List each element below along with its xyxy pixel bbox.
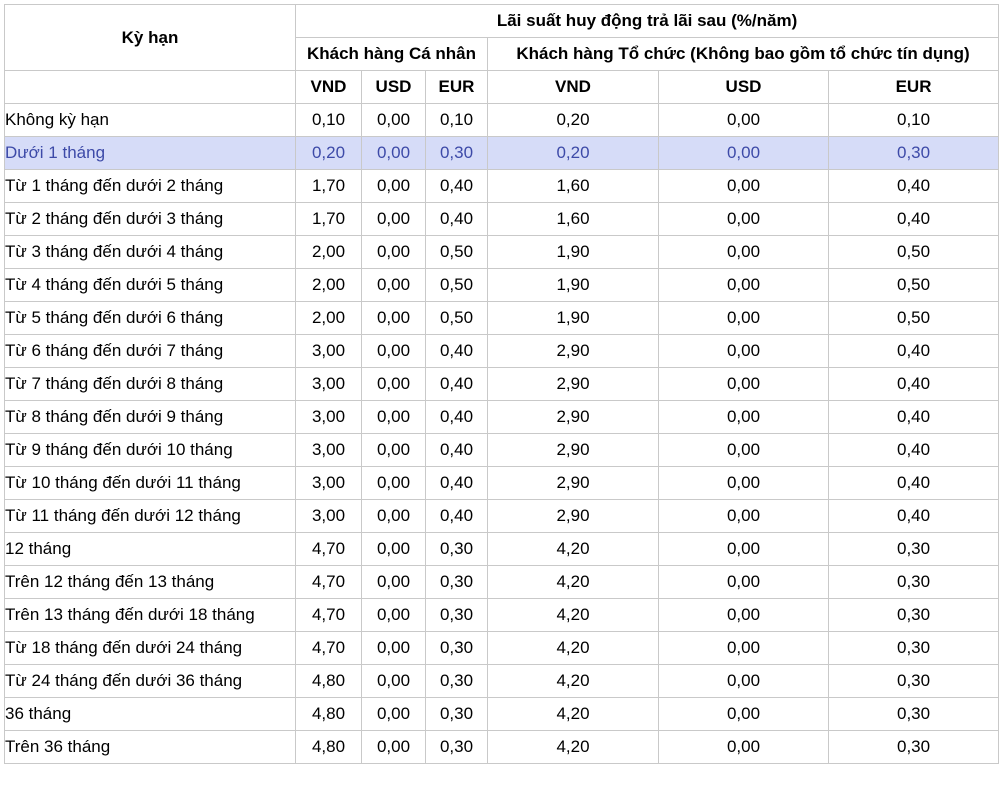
table-row xyxy=(5,170,999,203)
term-cell: 36 tháng xyxy=(5,698,296,731)
table-row xyxy=(5,434,999,467)
rate-cell: 0,10 xyxy=(296,104,362,137)
table-row xyxy=(5,203,999,236)
rate-cell: 4,70 xyxy=(296,632,362,665)
table-row xyxy=(5,533,999,566)
rate-cell: 4,20 xyxy=(488,665,659,698)
rate-cell: 0,00 xyxy=(659,401,829,434)
rate-cell: 0,50 xyxy=(426,269,488,302)
rate-cell: 0,00 xyxy=(362,566,426,599)
rate-cell: 0,30 xyxy=(426,731,488,764)
rate-cell: 0,50 xyxy=(829,269,999,302)
table-row xyxy=(5,500,999,533)
term-cell: Từ 7 tháng đến dưới 8 tháng xyxy=(5,368,296,401)
term-cell: Trên 13 tháng đến dưới 18 tháng xyxy=(5,599,296,632)
rate-cell: 0,00 xyxy=(659,137,829,170)
rate-cell: 0,00 xyxy=(659,269,829,302)
rate-cell: 3,00 xyxy=(296,335,362,368)
rate-cell: 0,10 xyxy=(829,104,999,137)
rate-cell: 2,00 xyxy=(296,302,362,335)
rate-cell: 1,60 xyxy=(488,170,659,203)
rate-cell: 0,40 xyxy=(829,467,999,500)
table-row xyxy=(5,236,999,269)
rate-cell: 0,30 xyxy=(426,632,488,665)
rate-cell: 0,30 xyxy=(829,665,999,698)
rate-cell: 0,30 xyxy=(426,698,488,731)
currency-header: VND xyxy=(296,71,362,104)
rate-cell: 0,30 xyxy=(426,599,488,632)
rate-cell: 4,70 xyxy=(296,566,362,599)
term-cell: Từ 5 tháng đến dưới 6 tháng xyxy=(5,302,296,335)
currency-header-spacer xyxy=(5,71,296,104)
rate-cell: 4,80 xyxy=(296,698,362,731)
rate-cell: 0,00 xyxy=(659,632,829,665)
rate-main-header: Lãi suất huy động trả lãi sau (%/năm) xyxy=(296,5,999,38)
currency-header: USD xyxy=(362,71,426,104)
rate-cell: 1,90 xyxy=(488,269,659,302)
rate-cell: 0,00 xyxy=(362,203,426,236)
table-row xyxy=(5,566,999,599)
rate-cell: 0,00 xyxy=(659,698,829,731)
rate-cell: 0,40 xyxy=(829,500,999,533)
rate-cell: 0,20 xyxy=(296,137,362,170)
rate-cell: 3,00 xyxy=(296,368,362,401)
rate-cell: 4,20 xyxy=(488,533,659,566)
rate-cell: 0,30 xyxy=(829,632,999,665)
rate-cell: 0,00 xyxy=(362,269,426,302)
rate-cell: 0,00 xyxy=(362,467,426,500)
table-row xyxy=(5,137,999,170)
table-row xyxy=(5,599,999,632)
rate-cell: 0,00 xyxy=(362,302,426,335)
rate-cell: 0,50 xyxy=(426,302,488,335)
table-row xyxy=(5,401,999,434)
term-cell: Dưới 1 tháng xyxy=(5,137,296,170)
rate-cell: 0,00 xyxy=(362,500,426,533)
rate-cell: 0,00 xyxy=(659,731,829,764)
rate-cell: 2,90 xyxy=(488,500,659,533)
rate-cell: 0,20 xyxy=(488,104,659,137)
rate-cell: 1,70 xyxy=(296,170,362,203)
rate-cell: 0,00 xyxy=(659,599,829,632)
rate-cell: 0,00 xyxy=(659,533,829,566)
rate-cell: 0,30 xyxy=(426,137,488,170)
rate-cell: 0,00 xyxy=(362,698,426,731)
rate-cell: 1,60 xyxy=(488,203,659,236)
rate-cell: 0,00 xyxy=(362,665,426,698)
rate-cell: 0,00 xyxy=(659,665,829,698)
rate-cell: 0,40 xyxy=(426,500,488,533)
rate-cell: 0,00 xyxy=(362,104,426,137)
rate-cell: 0,30 xyxy=(829,137,999,170)
currency-header: EUR xyxy=(829,71,999,104)
term-cell: Trên 12 tháng đến 13 tháng xyxy=(5,566,296,599)
rate-cell: 0,00 xyxy=(362,170,426,203)
rate-cell: 2,00 xyxy=(296,269,362,302)
organization-customer-header: Khách hàng Tổ chức (Không bao gồm tổ chức tín dụng) xyxy=(488,38,999,71)
table-body xyxy=(5,104,999,764)
rate-cell: 0,40 xyxy=(426,170,488,203)
table-row xyxy=(5,665,999,698)
term-cell: Từ 1 tháng đến dưới 2 tháng xyxy=(5,170,296,203)
currency-header: VND xyxy=(488,71,659,104)
term-header: Kỳ hạn xyxy=(5,5,296,71)
rate-cell: 4,20 xyxy=(488,731,659,764)
rate-cell: 0,00 xyxy=(659,335,829,368)
rate-cell: 0,40 xyxy=(829,434,999,467)
interest-rate-table xyxy=(4,4,999,764)
rate-cell: 4,70 xyxy=(296,599,362,632)
rate-cell: 0,00 xyxy=(659,368,829,401)
term-cell: Từ 10 tháng đến dưới 11 tháng xyxy=(5,467,296,500)
term-cell: Từ 9 tháng đến dưới 10 tháng xyxy=(5,434,296,467)
term-cell: Từ 8 tháng đến dưới 9 tháng xyxy=(5,401,296,434)
term-cell: Trên 36 tháng xyxy=(5,731,296,764)
rate-cell: 1,90 xyxy=(488,236,659,269)
rate-cell: 2,90 xyxy=(488,368,659,401)
rate-cell: 0,00 xyxy=(659,236,829,269)
table-row xyxy=(5,731,999,764)
rate-cell: 2,90 xyxy=(488,467,659,500)
rate-cell: 0,00 xyxy=(659,467,829,500)
rate-cell: 0,00 xyxy=(659,203,829,236)
rate-cell: 0,40 xyxy=(426,368,488,401)
currency-header: EUR xyxy=(426,71,488,104)
rate-cell: 0,00 xyxy=(659,500,829,533)
rate-cell: 3,00 xyxy=(296,401,362,434)
rate-cell: 0,40 xyxy=(426,434,488,467)
table-header xyxy=(5,5,999,104)
rate-cell: 2,90 xyxy=(488,434,659,467)
term-cell: 12 tháng xyxy=(5,533,296,566)
rate-cell: 0,30 xyxy=(829,566,999,599)
rate-cell: 0,00 xyxy=(659,302,829,335)
rate-cell: 3,00 xyxy=(296,467,362,500)
rate-cell: 3,00 xyxy=(296,434,362,467)
rate-cell: 0,00 xyxy=(362,368,426,401)
rate-cell: 0,00 xyxy=(362,236,426,269)
rate-cell: 4,20 xyxy=(488,566,659,599)
term-cell: Từ 18 tháng đến dưới 24 tháng xyxy=(5,632,296,665)
rate-cell: 0,00 xyxy=(659,434,829,467)
rate-cell: 0,40 xyxy=(829,401,999,434)
rate-cell: 2,00 xyxy=(296,236,362,269)
rate-cell: 3,00 xyxy=(296,500,362,533)
term-cell: Từ 3 tháng đến dưới 4 tháng xyxy=(5,236,296,269)
rate-cell: 0,00 xyxy=(362,137,426,170)
rate-cell: 0,40 xyxy=(426,467,488,500)
rate-cell: 0,40 xyxy=(829,335,999,368)
rate-cell: 0,10 xyxy=(426,104,488,137)
rate-cell: 0,40 xyxy=(829,203,999,236)
table-row xyxy=(5,632,999,665)
rate-cell: 0,50 xyxy=(829,236,999,269)
rate-cell: 4,20 xyxy=(488,698,659,731)
table-row xyxy=(5,467,999,500)
rate-cell: 4,80 xyxy=(296,665,362,698)
currency-header-row xyxy=(5,71,999,104)
rate-cell: 0,00 xyxy=(362,401,426,434)
rate-cell: 0,20 xyxy=(488,137,659,170)
rate-cell: 4,70 xyxy=(296,533,362,566)
rate-cell: 1,90 xyxy=(488,302,659,335)
rate-cell: 0,00 xyxy=(362,632,426,665)
rate-cell: 0,00 xyxy=(362,731,426,764)
rate-cell: 0,40 xyxy=(426,203,488,236)
term-cell: Không kỳ hạn xyxy=(5,104,296,137)
rate-cell: 0,30 xyxy=(426,566,488,599)
term-cell: Từ 11 tháng đến dưới 12 tháng xyxy=(5,500,296,533)
rate-cell: 0,30 xyxy=(426,533,488,566)
rate-cell: 2,90 xyxy=(488,401,659,434)
currency-header: USD xyxy=(659,71,829,104)
table-row xyxy=(5,269,999,302)
rate-cell: 0,40 xyxy=(829,170,999,203)
rate-cell: 4,20 xyxy=(488,599,659,632)
term-cell: Từ 2 tháng đến dưới 3 tháng xyxy=(5,203,296,236)
rate-cell: 0,00 xyxy=(659,566,829,599)
rate-cell: 4,20 xyxy=(488,632,659,665)
rate-cell: 0,00 xyxy=(362,533,426,566)
table-row xyxy=(5,698,999,731)
term-cell: Từ 4 tháng đến dưới 5 tháng xyxy=(5,269,296,302)
rate-cell: 0,00 xyxy=(659,104,829,137)
rate-cell: 0,50 xyxy=(426,236,488,269)
table-row xyxy=(5,104,999,137)
rate-cell: 0,50 xyxy=(829,302,999,335)
rate-cell: 0,30 xyxy=(426,665,488,698)
rate-cell: 0,00 xyxy=(362,599,426,632)
rate-cell: 1,70 xyxy=(296,203,362,236)
table-row xyxy=(5,368,999,401)
clipped-text-fragment xyxy=(0,789,1000,793)
term-cell: Từ 24 tháng đến dưới 36 tháng xyxy=(5,665,296,698)
rate-cell: 0,30 xyxy=(829,533,999,566)
rate-cell: 0,30 xyxy=(829,731,999,764)
term-cell: Từ 6 tháng đến dưới 7 tháng xyxy=(5,335,296,368)
table-row xyxy=(5,335,999,368)
rate-cell: 0,40 xyxy=(426,335,488,368)
rate-cell: 0,00 xyxy=(659,170,829,203)
rate-cell: 0,40 xyxy=(426,401,488,434)
rate-cell: 0,00 xyxy=(362,434,426,467)
rate-cell: 4,80 xyxy=(296,731,362,764)
rate-cell: 0,00 xyxy=(362,335,426,368)
rate-cell: 0,30 xyxy=(829,599,999,632)
rate-cell: 0,40 xyxy=(829,368,999,401)
table-row xyxy=(5,302,999,335)
rate-cell: 2,90 xyxy=(488,335,659,368)
rate-cell: 0,30 xyxy=(829,698,999,731)
individual-customer-header: Khách hàng Cá nhân xyxy=(296,38,488,71)
